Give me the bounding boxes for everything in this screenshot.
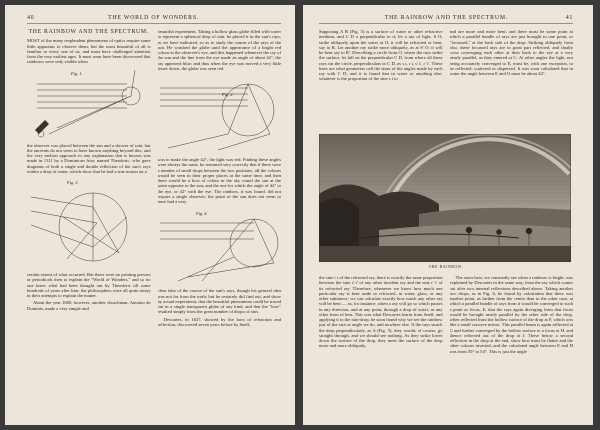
figure-1-label: Fig. 1. [71, 70, 83, 76]
paragraph: was to make the angle 42°, the light was red. Finding these angles were always the same, he reasoned very correctly that if there were a number of small drops between the two positions, all the colours would be seen in their proper places at the same time, and then there would be a bow of colour in the sky round the sun at the point opposite to the sun; and the one for which the angle of 42° to the eye, or 42° with the eye. The rainbow, it was found, did not require a single observer; the point of the sun does not seem to have had a very [157, 157, 281, 204]
paragraph: Supposing A B (Fig. 5) is a surface of water or other refractive medium, and C D a perpendicular to it; let a ray of light, S O, strike obliquely upon the water at O; it will be refracted or bent, say to R. Let another ray strike more obliquely, as at S' O; it will be bent say to R'. Describing a circle from O, where the rays strike the surface, let fall on the perpendicular C D, from where all these rays cut the circle, perpendiculars to C D, as s t, r t, s' t', r' t'. These lines are what geometers call the sines of the angles made by each ray with C D; and it is found that in water or anything else, whatever is the proportion of the sine s t to [319, 29, 443, 82]
paragraph: the observer was placed between the sun and a shower of rain, but the ancients do not seem to have known anything beyond this; and the very earliest approach to any explanation that is known was made in 1311 by a Dominican friar, named Theodoric, who gave diagrams of both a single and double reflection of the sun's rays within a drop of water, which show that he had a true notion on a [27, 142, 151, 174]
right-top-column-1 [319, 29, 443, 129]
right-top-column-2 [450, 29, 574, 129]
figure-2-diagram [158, 74, 282, 154]
engraving-caption: THE RAINBOW. [428, 265, 464, 269]
right-running-head [319, 15, 573, 24]
engraving-figure [319, 134, 573, 269]
left-running-title: THE WORLD OF WONDERS. [108, 15, 200, 21]
figure-1-diagram [27, 68, 151, 140]
left-page [5, 5, 295, 425]
right-bottom-column-1 [319, 275, 443, 356]
chapter-title: THE RAINBOW AND THE SPECTRUM. [28, 29, 149, 35]
paragraph: and are more and more bent; and there must be some point at which a parallel bundle of rays are just brought to one point, or "focussed," at the back side of the drop. Striking obliquely from also, these focussed rays are in great part reflected, and finally cross converging each other at their back to the eye at a very nearly parallel, as they entered at C. At other angles the light, not being accurately converged to E, must be, with one exception, to be reflected, scattered or dispersed. It was soon calculated that in water the angle between E and O must be about 42°. [449, 29, 573, 76]
paragraph: Descartes, in 1637, showed by the laws of refraction and reflection, discovered seven years before by Snell, [157, 316, 281, 327]
paragraph: beautiful experiment. Taking a hollow glass globe filled with water to represent a spherical drop of rain, he placed it in the sun's rays, as we have indicated, so as to study the course of the rays of the sun. He watched the globe until the appearance of a bright red colour at the observer's eye, and this happened whenever the ray of the sun and the line from the eye made an angle of about 42°, the ray appeared blue; and thus when the eye was moved a very little lower down, the globe was seen red. [157, 29, 281, 71]
paragraph: About the year 1600, however, another churchman, Antonio de Dominis, made a very simple and [27, 300, 151, 311]
right-page [303, 5, 593, 425]
paragraph: The outer bow, we constantly see when a rainbow is bright, was explained by Descartes in the same way, from the ray which comes out after two internal reflections described above. Taking another two drops, as in Fig. 6, he found by calculation that there was another point, as further from the centre than in the other case, at which a parallel bundle of rays from it would be converged to such a point as focus, E; that the rays again diverging from that focus would be brought nearly parallel by the other side of the drop, when reflected from the hollow surface of the drop at F, which acts like a small concave mirror. This parallel beam is again reflected at G and further converged by the hollow surface to a focus at H, and thence reflected out of the drop at I. These below a second reflection in the drop at the end, show how must be flatter and the other colours inverted; and the calculated angle between E and H was from 50° to 54°. This is just the angle [449, 275, 573, 354]
right-page-number: 41 [565, 15, 573, 21]
figure-4-label: Fig. 4. [195, 211, 208, 217]
figure-4-diagram [158, 207, 282, 285]
left-column-2 [158, 29, 282, 329]
paragraph: MOST of the many resplendent phenomena of optics require some little apparatus to observe them; but the most beautiful of all is familiar to every one of us, and must have challenged attention from the very earliest ages. It must soon have been discovered that rainbows were only visible when [27, 38, 151, 65]
rainbow-engraving-image [319, 134, 571, 262]
paragraph: certain extent of what occurred. But there were no printing presses or periodicals then to explain the "World of Wonders," and so no one knew what had been thought out by Theodoric till some hundreds of years after him; the philosophers were all quite astray in their attempts to explain the matter. [27, 272, 151, 298]
figure-3-diagram [27, 177, 151, 269]
figure-3-label: Fig. 3. [67, 180, 79, 185]
paragraph: clear idea of the course of the sun's rays, though his general idea was not far from the truth; but he certainly did find out, and show by actual experiment, that the beautiful phenomena could be traced out in a single transparent globe of any kind, and that the "bow" resulted simply from the great number of drops of rain. [157, 288, 281, 315]
right-running-title: THE RAINBOW AND THE SPECTRUM. [384, 15, 509, 21]
paragraph: the sine r t of the refracted ray, there is exactly the same proportion between the sine s' t' of any other incident ray and the sine r' t' of its refracted ray. Therefore, whenever we know how much one particular ray is bent aside or refracted, in water, glass, or any other substance, we can calculate exactly how much any other ray will be bent — as, for instance, when a ray will go so which passes in any direction, and at any point, through a drop of water, or any other form of lens. This was what Descartes learnt from Snell; and applying it to the rain-drop, he soon found why we see the rainbow just of the size or angle we do, and nowhere else. If the rays struck the drop perpendicularly, as A (Fig. 5), they would, of course, go straight through, and we should see nothing. As they strike lower down the surface of the drop, they meet the surface of the drop more and more obliquely, [319, 275, 443, 349]
left-page-number: 40 [27, 15, 35, 21]
left-column-1 [27, 29, 151, 329]
right-bottom-column-2 [450, 275, 574, 356]
figure-2-label: Fig. 2. [221, 92, 234, 97]
left-running-head [27, 15, 281, 24]
